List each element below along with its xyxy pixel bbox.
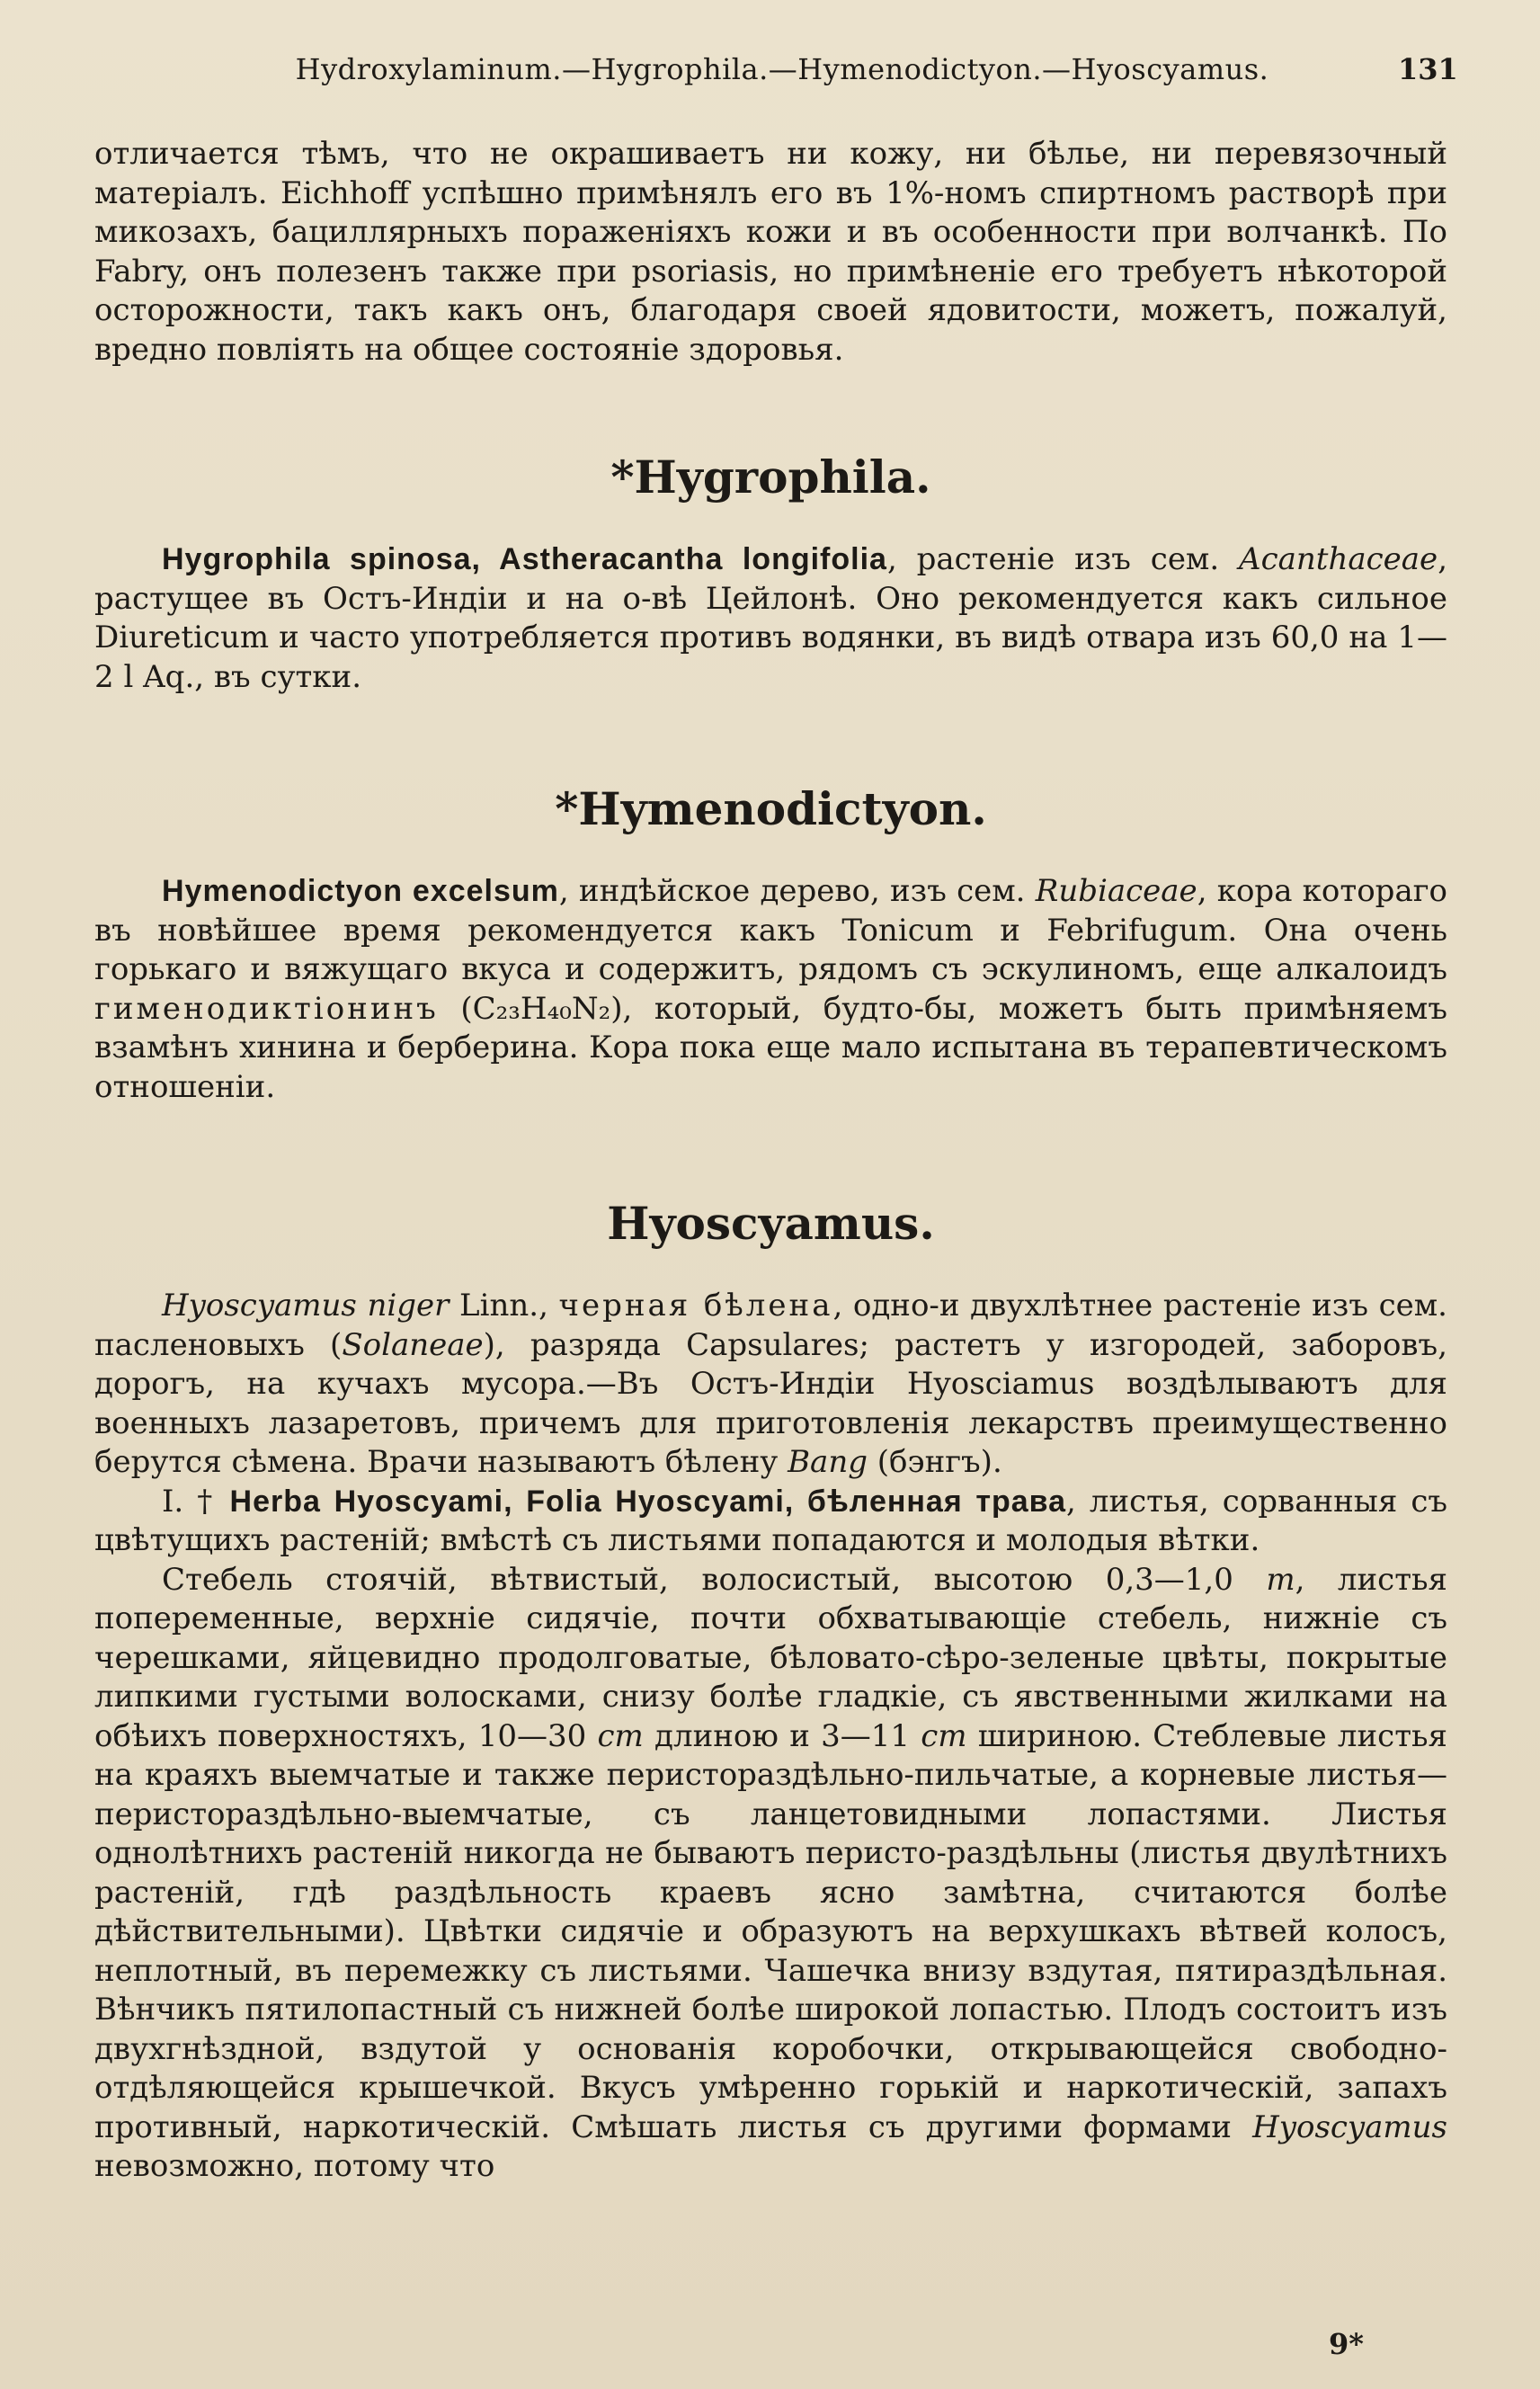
unit-cm: cm — [597, 1717, 644, 1754]
common-name: черная бѣлена — [558, 1288, 833, 1324]
text-run: , одно-и двухлѣтнее растеніе изъ сем. пасленовыхъ ( — [94, 1288, 1447, 1363]
signature-mark: 9* — [1329, 2327, 1364, 2361]
text-run: , кора котораго въ новѣйшее время рекомендуется какъ Tonicum и Febrifugum. Она очень горькаго и вяжущаго вкуса и содержитъ, рядомъ съ эскулиномъ, еще алкалоидъ — [94, 873, 1448, 987]
heading-hymenodictyon: *Hymenodictyon. — [555, 782, 987, 835]
family-name: Acanthaceae — [1239, 541, 1438, 577]
text-run: , растущее въ Остъ-Индіи и на о-вѣ Цейлонѣ. Оно рекомендуется какъ сильное Diureticum и часто употребляется противъ водянки, въ видѣ отвара изъ 60,0 на 1—2 l Aq., въ сутки. — [94, 541, 1447, 695]
text-run: ), разряда Capsulares; растетъ у изгородей, заборовъ, дорогъ, на кучахъ мусора.—Въ Остъ-Индіи Hyosciamus воздѣлываютъ для военныхъ лазаретовъ, причемъ для приготовленія лекарствъ преимущественно берутся сѣмена. Врачи называютъ бѣлену — [94, 1326, 1448, 1480]
text-run: Стебель стоячій, вѣтвистый, волосистый, высотою 0,3—1,0 — [162, 1561, 1267, 1598]
page-body — [94, 135, 1447, 2187]
page-number: 131 — [1398, 52, 1458, 86]
text-run: , листья попеременные, верхніе сидячіе, почти обхватывающіе стебель, нижніе съ черешками, яйцевидно продолговатые, бѣловато-сѣро-зеленые цвѣты, покрытые липкими густыми волосками, снизу болѣе гладкіе, съ явственными жилками на обѣихъ поверхностяхъ, 10—30 — [94, 1561, 1447, 1754]
intro-paragraph: отличается тѣмъ, что не окрашиваетъ ни кожу, ни бѣлье, ни перевязочный матеріалъ. Eichhoff успѣшно примѣнялъ его въ 1%-номъ спиртномъ растворѣ при микозахъ, бациллярныхъ пораженіяхъ кожи и въ особенности при волчанкѣ. По Fabry, онъ полезенъ также при psoriasis, но примѣненіе его требуетъ нѣкоторой осторожности, такъ какъ онъ, благодаря своей ядовитости, можетъ, пожалуй, вредно повліять на общее состояніе здоровья. — [94, 136, 1447, 368]
text-run: , индѣйское дерево, изъ сем. — [558, 873, 1036, 909]
text-run: невозможно, потому что — [94, 2148, 495, 2184]
text-run: шириною. Стеблевые листья на краяхъ выемчатые и также перистораздѣльно-пильчатые, а корневые листья—перистораздѣльно-выемчатые, съ ланцетовидными лопастями. Листья однолѣтнихъ растеній никогда не бываютъ перисто-раздѣльны (листья двулѣтнихъ растеній, гдѣ раздѣльность краевъ ясно замѣтна, считаются болѣе дѣйствительными). Цвѣтки сидячіе и образуютъ на верхушкахъ вѣтвей колосъ, неплотный, въ перемежку съ листьями. Чашечка внизу вздутая, пятираздѣльная. Вѣнчикъ пятилопастный съ нижней болѣе широкой лопастью. Плодъ состоитъ изъ двухгнѣздной, вздутой у основанія коробочки, открывающейся свободно-отдѣляющейся крышечкой. Вкусъ умѣренно горькій и наркотическій, запахъ противный, наркотическій. Смѣшать листья съ другими формами — [94, 1717, 1447, 2145]
hymenodictyon-paragraph — [94, 872, 1447, 1107]
text-run: длиною и 3—11 — [643, 1717, 921, 1754]
family-name: Solaneae — [342, 1326, 484, 1363]
local-name: Bang — [788, 1444, 868, 1480]
text-run: , растеніе изъ сем. — [886, 541, 1240, 577]
unit-m: m — [1266, 1561, 1295, 1598]
text-run: , листья, сорванныя съ цвѣтущихъ растеній; вмѣстѣ съ листьями попадаются и молодыя вѣтки. — [94, 1483, 1447, 1558]
hymenodictyon-term: Hymenodictyon excelsum — [162, 874, 559, 908]
species-name: Hyoscyamus niger — [162, 1288, 450, 1324]
family-name: Rubiaceae — [1035, 873, 1197, 909]
heading-hygrophila: *Hygrophila. — [610, 450, 931, 504]
text-run: Linn., — [449, 1288, 559, 1324]
text-run: , который, будто-бы, можетъ быть примѣняемъ взамѣнъ хинина и берберина. Кора пока еще мало испытана въ терапевтическомъ отношеніи. — [94, 990, 1447, 1105]
hyoscyamus-paragraph-1 — [94, 1287, 1447, 1483]
genus-name: Hyoscyamus — [1252, 2108, 1447, 2145]
text-run: I. † — [162, 1483, 230, 1520]
text-run: (бэнгъ). — [867, 1444, 1002, 1480]
hyoscyamus-paragraph-2 — [94, 1483, 1447, 1561]
running-head: Hydroxylaminum.—Hygrophila.—Hymenodictyon.—Hyoscyamus. — [295, 52, 1269, 86]
heading-hyoscyamus: Hyoscyamus. — [607, 1197, 935, 1250]
unit-cm: cm — [921, 1717, 967, 1754]
alkaloid-name: гименодиктіонинъ — [94, 990, 439, 1027]
hygrophila-term: Hygrophila spinosa, Astheracantha longifolia — [162, 542, 887, 576]
chemical-formula: (C₂₃H₄₀N₂) — [438, 990, 623, 1027]
drug-term: Herba Hyoscyami, Folia Hyoscyami, бѣленная трава — [229, 1484, 1067, 1519]
hyoscyamus-paragraph-3 — [94, 1561, 1447, 2187]
hygrophila-paragraph — [94, 540, 1447, 697]
